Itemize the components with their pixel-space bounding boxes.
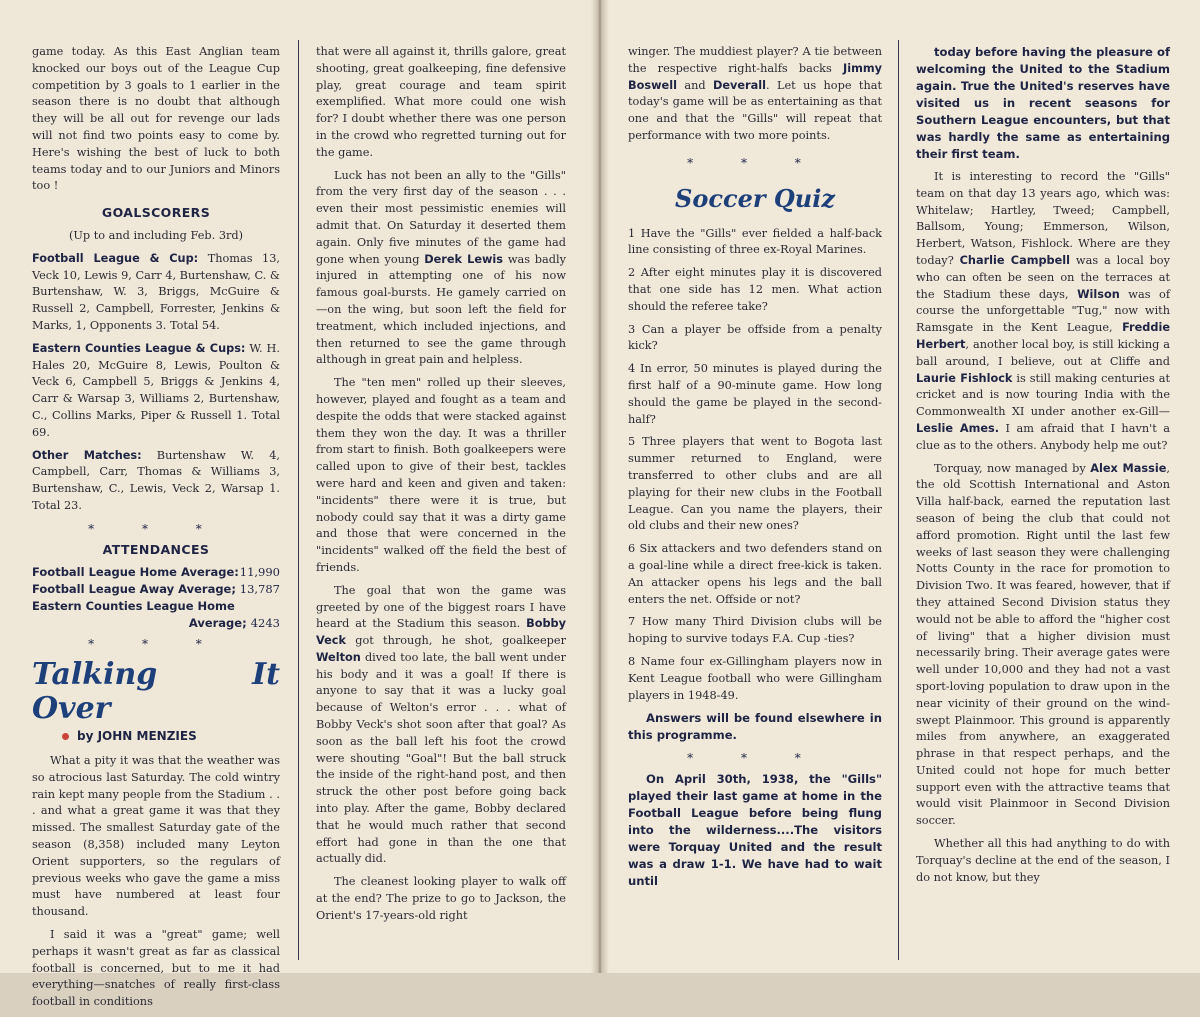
- col2-paragraph-4: [316, 583, 566, 869]
- name-derek-lewis: Derek Lewis: [424, 252, 504, 266]
- text-run: Luck has not been an ally to the "Gills" from the very first day of the season . . . even their most pessimistic enemies will admit that. On Saturday it deserted them again. Only five minutes of the game had gone when young: [316, 168, 566, 266]
- fl-text: Thomas 13, Veck 10, Lewis 9, Carr 4, Burtenshaw, C. & Burtenshaw, W. 3, Briggs, McGuire & Russell 2, Campbell, Forrester, Jenkins & Marks, 1, Opponents 3. Total 54.: [32, 251, 281, 332]
- text-run: . Let us hope that today's game will be as entertaining as that one and that the "Gills" will repeat that performance with two more points.: [628, 78, 882, 142]
- att-home-label: Football League Home Average:: [32, 565, 239, 580]
- text-run: I am afraid that I havn't a clue as to the others. Anybody help me out?: [916, 421, 1170, 452]
- column-rule-right: [898, 40, 899, 960]
- text-run: Torquay, now managed by: [934, 461, 1091, 475]
- name-laurie-fishlock: Laurie Fishlock: [916, 371, 1013, 385]
- quiz-question-5: 5 Three players that went to Bogota last summer returned to England, were transferred to other clubs and are all playing for their new clubs in the Football League. Can you name the players, their old clubs and their new ones?: [628, 435, 882, 533]
- column-2: [316, 44, 566, 931]
- name-wilson: Wilson: [1077, 287, 1120, 301]
- text-run: winger. The muddiest player? A tie between the respective right-halfs backs: [628, 45, 882, 75]
- byline-text: by JOHN MENZIES: [77, 729, 197, 744]
- goalscorers-eastern-counties: [32, 341, 280, 442]
- soccer-quiz-title: Soccer Quiz: [675, 183, 835, 213]
- col2-paragraph-3: The "ten men" rolled up their sleeves, however, played and fought as a team and despite the odds that were stacked against them they won the day. It was a thriller from start to finish. Both goalkeepers were called upon to give of their best, tackles were hard and keen and given and taken: "incidents" there were it is true, but nobody could say that it was a dirty game and those that were concerned in the "incidents" walked off the field the best of friends.: [316, 376, 566, 574]
- name-alex-massie: Alex Massie: [1090, 461, 1167, 475]
- quiz-answers-note: Answers will be found elsewhere in this programme.: [628, 711, 882, 743]
- text-run: , another local boy, is still kicking a ball around, I believe, out at Cliffe and: [916, 337, 1170, 368]
- text-run: The goal that won the game was greeted by one of the biggest roars I have heard at the Stadium this season.: [316, 583, 566, 631]
- att-away-row: [32, 581, 280, 598]
- quiz-question-3: 3 Can a player be offside from a penalty kick?: [628, 322, 882, 353]
- intro-text: game today. As this East Anglian team knocked our boys out of the League Cup competition by 3 goals to 1 earlier in the season there is no doubt that although they will be all out for revenge our lads will not find two points easy to come by. Here's wishing the best of luck to both teams today and to our Juniors and Minors too !: [32, 45, 280, 193]
- separator-stars: * * *: [88, 521, 224, 536]
- separator-stars-3: * * *: [687, 155, 823, 170]
- name-leslie-ames: Leslie Ames.: [916, 421, 1000, 435]
- attendances-heading: ATTENDANCES: [102, 541, 210, 557]
- byline: [62, 728, 280, 745]
- separator-stars-4: * * *: [687, 751, 823, 766]
- column-4: [916, 44, 1170, 892]
- text-run: It is interesting to record the "Gills" team on that day 13 years ago, which was: Whitelaw; Hartley, Tweed; Campbell, Ballsom, Young; Emmerson, Wilson, Herbert, Watson, Fishlock. Where are they today?: [916, 170, 1170, 267]
- text-run: dived too late, the ball went under his body and it was a goal! If there is anyone to say that it was a lucky goal because of Welton's error . . . what of Bobby Veck's shot soon after that goal? As soon as the ball left his foot the crowd were shouting "Goal"! But the ball struck the inside of the right-hand post, and then struck the other post before going back into play. After the game, Bobby declared that he would much rather that second effort had gone in than the one that actually did.: [316, 650, 566, 866]
- text-run: was of course the unforgettable "Tug," now with Ramsgate in the Kent League,: [916, 287, 1170, 335]
- name-charlie-campbell: Charlie Campbell: [959, 253, 1071, 267]
- att-ec-row: [32, 615, 280, 632]
- name-welton: Welton: [316, 650, 361, 664]
- goalscorers-date: (Up to and including Feb. 3rd): [68, 228, 244, 242]
- text-run: is still making centuries at cricket and is now touring India with the Commonwealth XI under another ex-Gill—: [916, 371, 1170, 419]
- col2-paragraph-2: [316, 168, 566, 370]
- quiz-question-4: 4 In error, 50 minutes is played during the first half of a 90-minute game. How long should the game be played in the second-half?: [628, 362, 882, 426]
- talk-paragraph-2: I said it was a "great" game; well perhaps it wasn't great as far as classical football is concerned, but to me it had everything—snatches of really first-class football in conditions: [32, 928, 280, 1009]
- col3-paragraph-1: [628, 44, 882, 145]
- col4-bold-intro: today before having the pleasure of welcoming the United to the Stadium again. True the United's reserves have visited us in recent seasons for Southern League encounters, but that was hardly the same as entertaining their first team.: [916, 45, 1170, 161]
- goalscorers-heading: GOALSCORERS: [101, 205, 211, 221]
- col2-paragraph-5: The cleanest looking player to walk off at the end? The prize to go to Jackson, the Orient's 17-years-old right: [316, 875, 566, 922]
- col4-paragraph-3: Whether all this had anything to do with Torquay's decline at the end of the season, I do not know, but they: [916, 837, 1170, 884]
- text-run: was a local boy who can often be seen on the terraces at the Stadium these days,: [916, 253, 1170, 301]
- goalscorers-football-league: [32, 251, 280, 335]
- goalscorers-other: [32, 448, 280, 515]
- talking-it-over-title: Talking It Over: [32, 657, 280, 727]
- name-bobby-veck: Bobby Veck: [316, 617, 566, 648]
- column-3: [628, 44, 882, 896]
- column-1: [32, 44, 280, 1017]
- text-run: got through, he shot, goalkeeper: [346, 634, 566, 648]
- text-run: was badly injured in attempting one of his now famous goal-bursts. He gamely carried on—on the wing, but soon left the field for treatment, which included injections, and then returned to see the game through although in great pain and helpless.: [316, 252, 566, 367]
- om-label: Other Matches:: [32, 448, 142, 462]
- quiz-question-6: 6 Six attackers and two defenders stand on a goal-line while a direct free-kick is taken. An attacker opens his legs and the ball enters the net. Offside or not?: [628, 542, 882, 606]
- text-run: , the old Scottish International and Aston Villa half-back, earned the reputation last season of being the club that could not afford promotion. Right until the last few weeks of last season they were challenging Notts County in the race for promotion to Division Two. It was feared, however, that if they attained Second Division status they would not be able to afford the "higher cost of living" that a higher division must necessarily bring. Their average gates were well under 10,000 and they had not a vast sport-loving population to draw upon in the near vicinity of their ground on the wind-swept Plainmoor. This ground is apparently miles from anywhere, an exaggerated phrase in that respect perhaps, and the United could not hope for much better support even with the attractive teams that would visit Plainmoor in Second Division soccer.: [916, 461, 1170, 828]
- quiz-question-2: 2 After eight minutes play it is discovered that one side has 12 men. What action should the referee take?: [628, 266, 882, 313]
- april-1938-paragraph: On April 30th, 1938, the "Gills" played their last game at home in the Football League before being flung into the wilderness....The visitors were Torquay United and the result was a draw 1-1. We have had to wait until: [628, 772, 882, 889]
- att-ec-value: 4243: [250, 615, 280, 630]
- fl-label: Football League & Cup:: [32, 251, 199, 265]
- name-deverall: Deverall: [712, 78, 766, 92]
- att-away-label: Football League Away Average;: [32, 582, 236, 597]
- name-freddie-herbert: Freddie Herbert: [916, 321, 1170, 351]
- attendances-block: [32, 564, 280, 631]
- att-away-value: 13,787: [239, 582, 280, 597]
- quiz-question-8: 8 Name four ex-Gillingham players now in Kent League football who were Gillingham players in 1948-49.: [628, 654, 882, 702]
- talk-paragraph-1: What a pity it was that the weather was so atrocious last Saturday. The cold wintry rain kept many people from the Stadium . . . and what a great game it was that they missed. The smallest Saturday gate of the season (8,358) included many Leyton Orient supporters, so the regulars of previous weeks who gave the game a miss must have numbered at least four thousand.: [32, 754, 280, 919]
- col4-paragraph-1: [916, 169, 1170, 455]
- name-jimmy-boswell: Jimmy Boswell: [628, 61, 882, 92]
- att-home-value: 11,990: [239, 565, 280, 580]
- col2-paragraph-1: that were all against it, thrills galore, great shooting, great goalkeeping, fine defensive play, great courage and team spirit exemplified. What more could one wish for? I doubt whether there was one person in the crowd who regretted turning out for the game.: [316, 45, 566, 159]
- col4-paragraph-2: [916, 461, 1170, 831]
- ec-label: Eastern Counties League & Cups:: [32, 341, 246, 355]
- att-ec-label: Eastern Counties League Home: [32, 598, 235, 613]
- page-gutter: [591, 0, 609, 973]
- quiz-question-7: 7 How many Third Division clubs will be hoping to survive todays F.A. Cup -ties?: [628, 615, 882, 646]
- bullet-dot-icon: [62, 733, 69, 740]
- quiz-question-1: 1 Have the "Gills" ever fielded a half-back line consisting of three ex-Royal Marines.: [628, 226, 882, 257]
- att-home-row: [32, 564, 280, 581]
- om-text: Burtenshaw W. 4, Campbell, Carr, Thomas & Williams 3, Burtenshaw, C., Lewis, Veck 2, Warsap 1. Total 23.: [32, 448, 280, 512]
- separator-stars-2: * * *: [88, 636, 224, 651]
- att-ec-label2: Average;: [188, 615, 247, 630]
- ec-text: W. H. Hales 20, McGuire 8, Lewis, Poulton & Veck 6, Campbell 5, Briggs & Jenkins 4, Carr & Warsap 3, Williams 2, Burtenshaw, C., Collins Marks, Piper & Russell 1. Total 69.: [32, 341, 280, 439]
- column-rule-left: [298, 40, 299, 960]
- text-run: and: [676, 78, 713, 92]
